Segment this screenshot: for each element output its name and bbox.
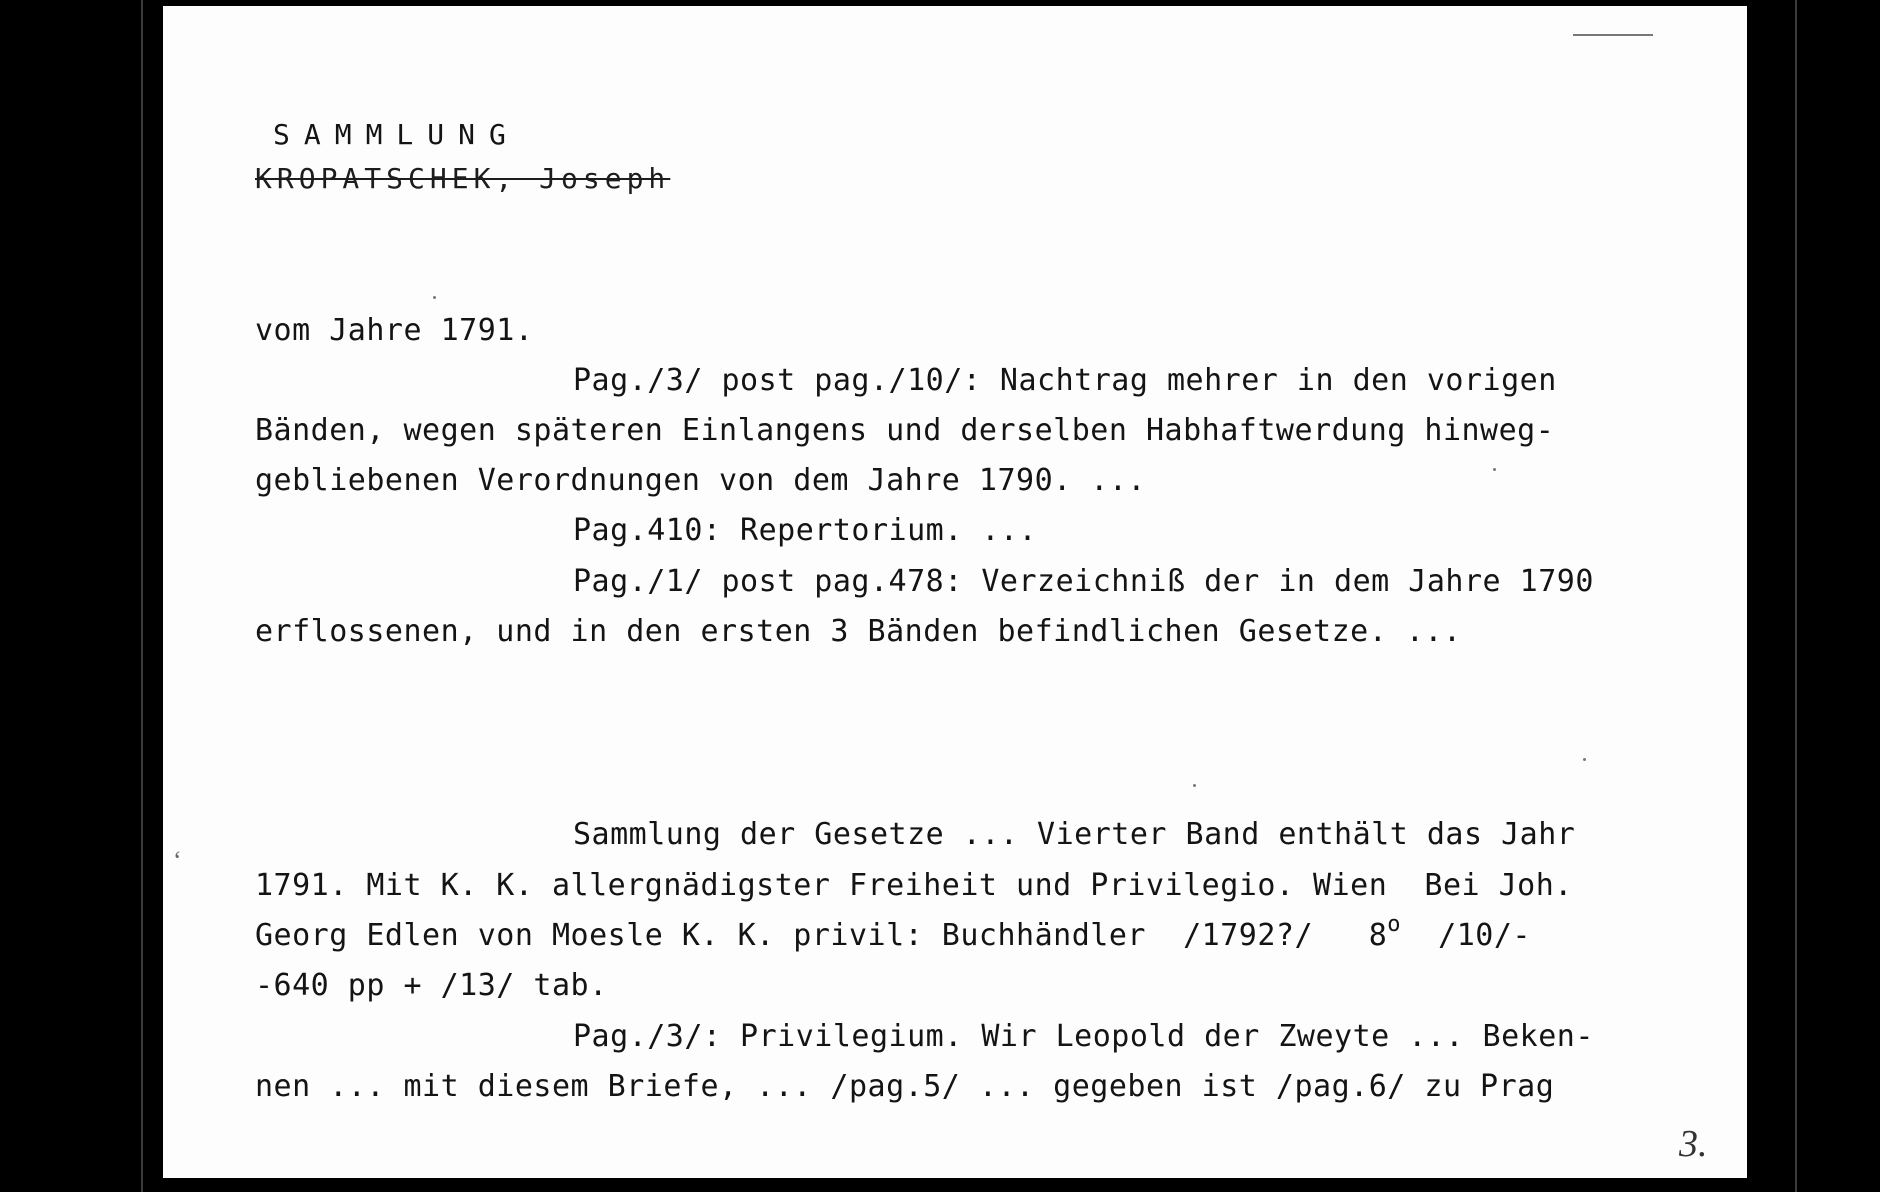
paper-scratch bbox=[1573, 34, 1653, 36]
text-line-3: Bänden, wegen späteren Einlangens und derselben Habhaftwerdung hinweg- bbox=[255, 413, 1555, 448]
struck-author-name: KROPATSCHEK, Joseph bbox=[255, 162, 671, 195]
text-line-9: 1791. Mit K. K. allergnädigster Freiheit und Privilegio. Wien Bei Joh. bbox=[255, 868, 1573, 903]
text-line-5: Pag.410: Repertorium. ... bbox=[573, 513, 1038, 548]
paper-speck bbox=[1583, 758, 1586, 761]
text-line-4: gebliebenen Verordnungen von dem Jahre 1790. ... bbox=[255, 463, 1146, 498]
text-line-7: erflossenen, und in den ersten 3 Bänden befindlichen Gesetze. ... bbox=[255, 614, 1462, 649]
scan-edge-left bbox=[141, 0, 143, 1192]
degree-superscript: o bbox=[1387, 912, 1402, 937]
text-line-10-end: /10/- bbox=[1401, 918, 1531, 953]
text-line-13: nen ... mit diesem Briefe, ... /pag.5/ ... gegeben ist /pag.6/ zu Prag bbox=[255, 1069, 1555, 1104]
text-line-2: Pag./3/ post pag./10/: Nachtrag mehrer in den vorigen bbox=[573, 363, 1557, 398]
scan-edge-right bbox=[1795, 0, 1797, 1192]
text-line-10 bbox=[255, 912, 1531, 956]
index-card bbox=[163, 6, 1747, 1178]
text-line-11: -640 pp + /13/ tab. bbox=[255, 968, 608, 1003]
paper-speck bbox=[1193, 784, 1196, 787]
text-line-12: Pag./3/: Privilegium. Wir Leopold der Zweyte ... Beken- bbox=[573, 1019, 1594, 1054]
text-line-1: vom Jahre 1791. bbox=[255, 313, 534, 348]
page-number: 3. bbox=[1679, 1123, 1708, 1165]
text-line-10-main: Georg Edlen von Moesle K. K. privil: Buchhändler /1792?/ 8 bbox=[255, 918, 1388, 953]
paper-speck bbox=[1493, 468, 1496, 471]
text-line-8: Sammlung der Gesetze ... Vierter Band enthält das Jahr bbox=[573, 817, 1576, 852]
card-heading: SAMMLUNG bbox=[273, 118, 520, 151]
paper-speck bbox=[433, 296, 436, 299]
text-line-6: Pag./1/ post pag.478: Verzeichniß der in dem Jahre 1790 bbox=[573, 564, 1594, 599]
margin-mark: ‘ bbox=[173, 846, 182, 875]
